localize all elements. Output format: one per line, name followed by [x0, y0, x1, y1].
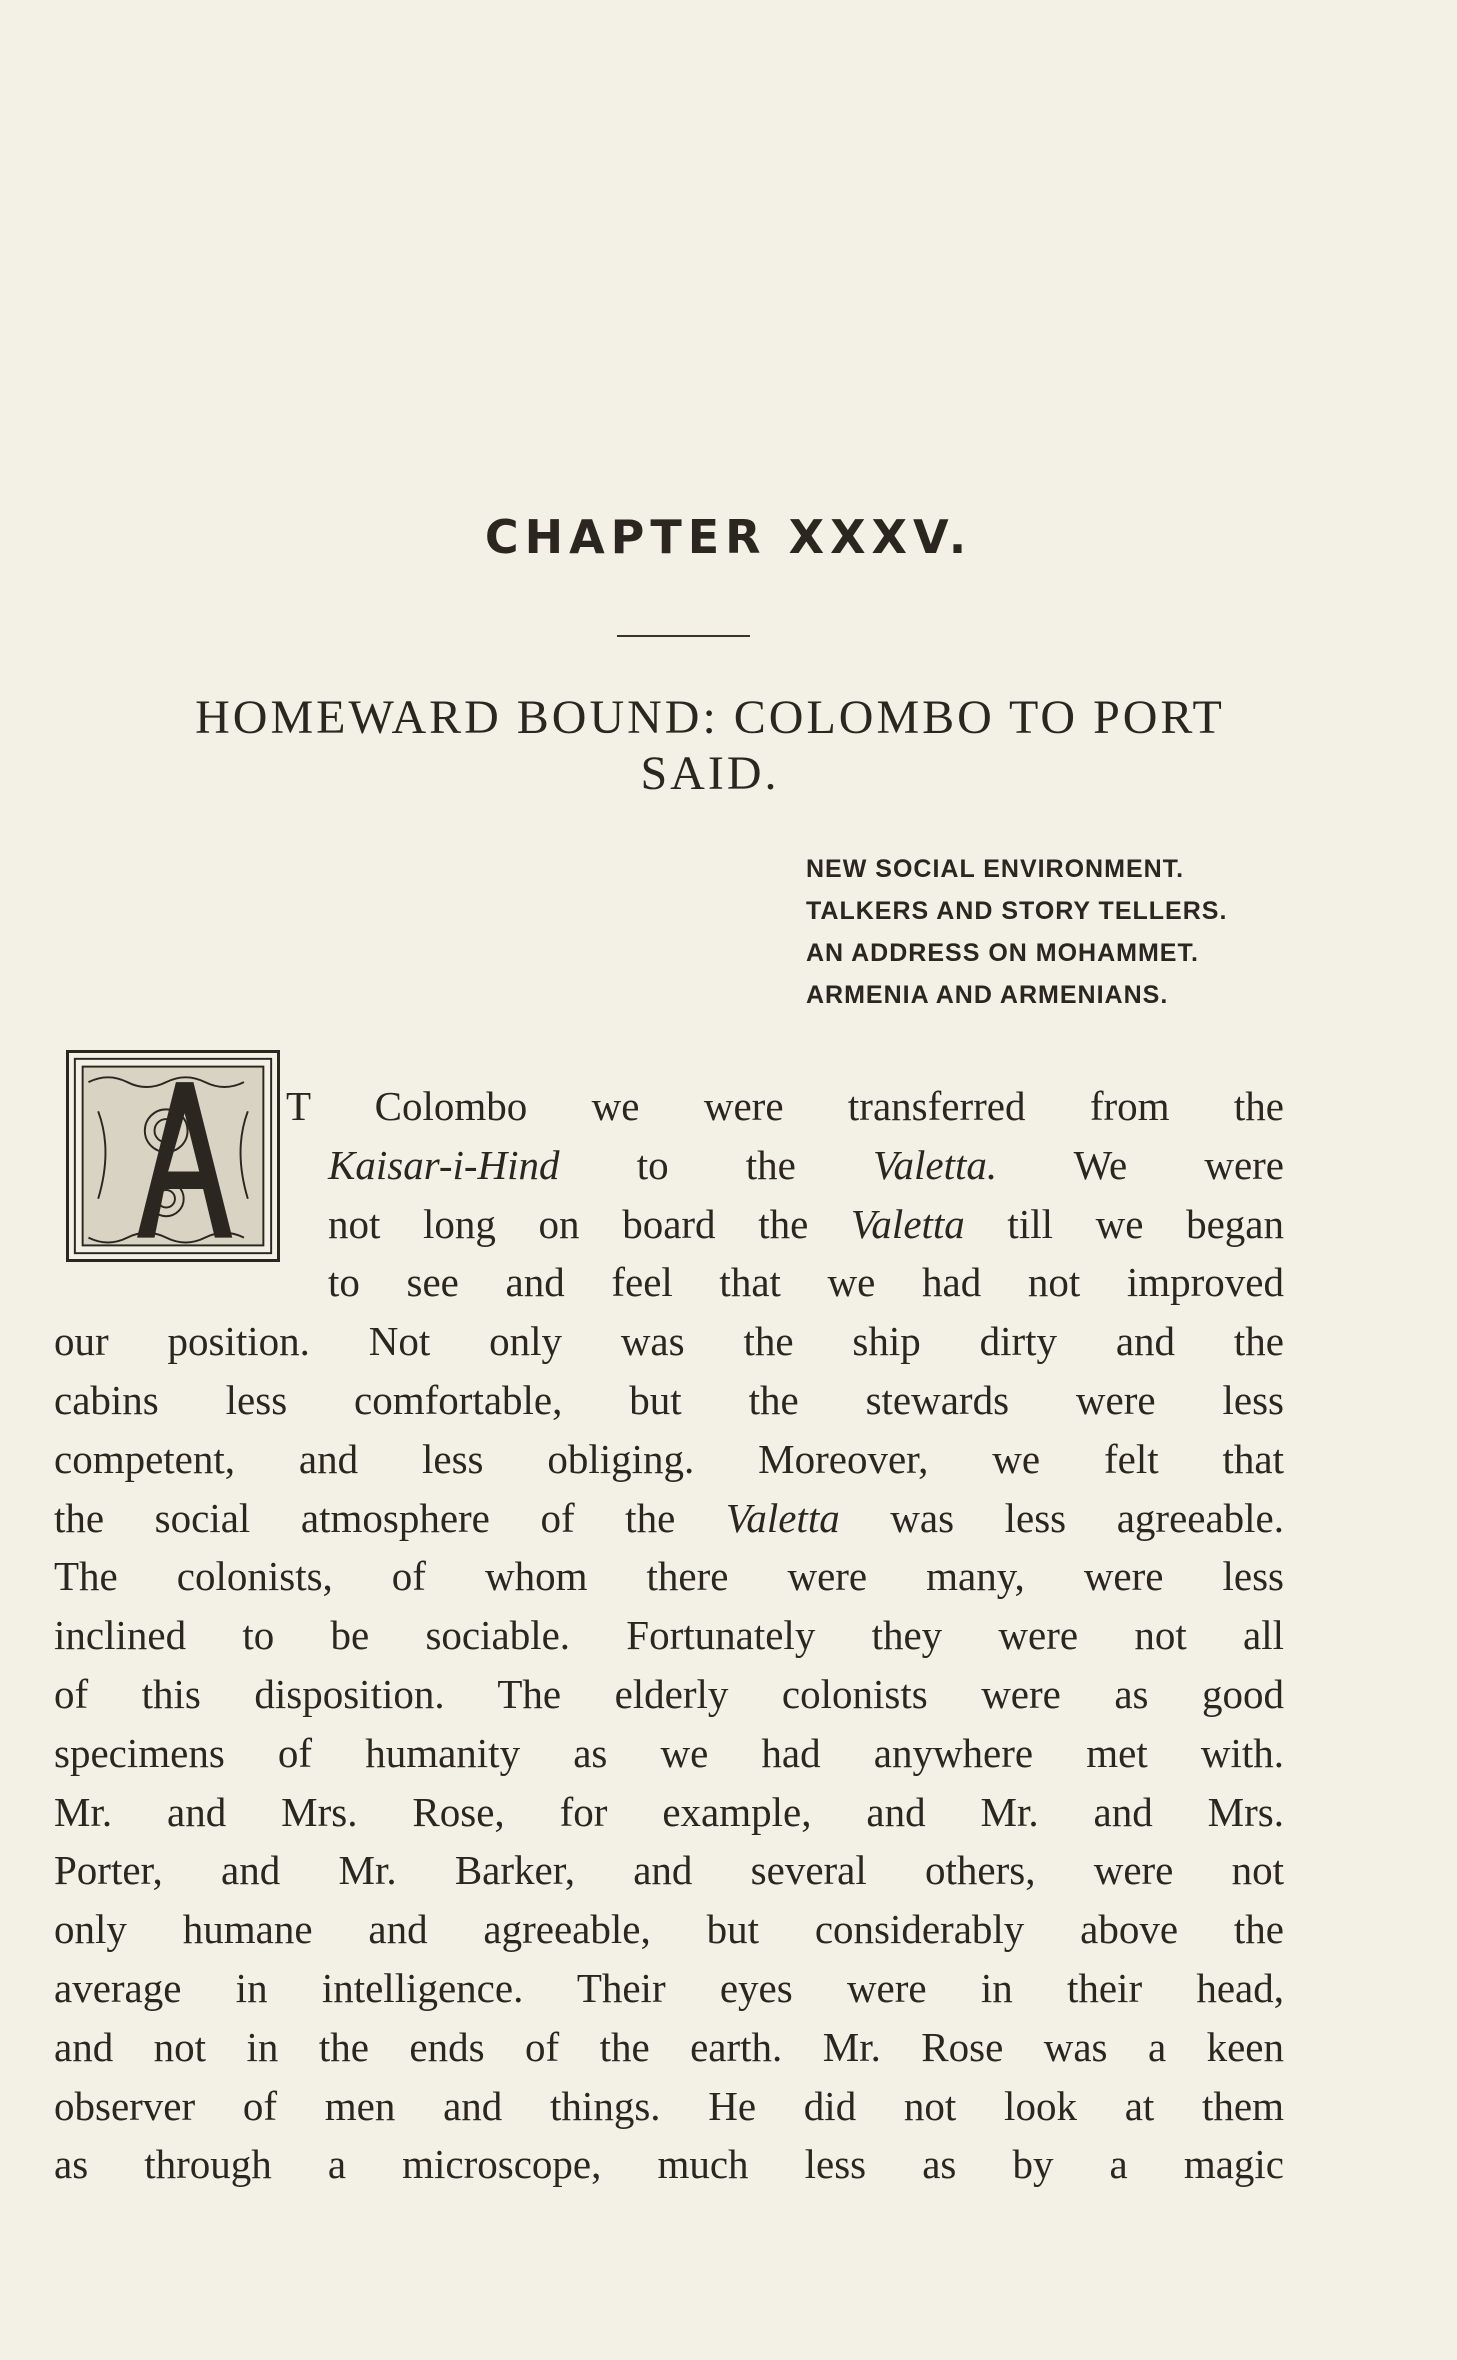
text-line	[54, 1489, 1284, 1548]
text-span: to see and feel that we had not improved	[328, 1259, 1284, 1306]
text-line	[54, 1606, 1284, 1665]
text-line	[54, 1547, 1284, 1606]
text-line	[54, 1724, 1284, 1783]
text-line	[54, 1371, 1284, 1430]
text-line	[54, 2018, 1284, 2077]
body-text	[54, 1077, 1284, 2194]
synopsis-item: TALKERS AND STORY TELLERS.	[806, 897, 1228, 925]
text-line	[54, 1900, 1284, 1959]
synopsis-item: AN ADDRESS ON MOHAMMET.	[806, 939, 1199, 967]
text-span: till we began	[964, 1200, 1284, 1247]
text-span: of this disposition. The elderly colonists were as good	[54, 1670, 1284, 1717]
text-span: only humane and agreeable, but considerably above the	[54, 1906, 1284, 1953]
text-span: not long on board the	[328, 1200, 851, 1247]
text-span: cabins less comfortable, but the stewards were less	[54, 1376, 1284, 1423]
text-line	[54, 1136, 1284, 1195]
text-span: to the	[559, 1141, 874, 1188]
text-span: inclined to be sociable. Fortunately they were not all	[54, 1612, 1284, 1659]
text-line	[54, 1195, 1284, 1254]
text-line	[54, 1783, 1284, 1842]
text-span: the social atmosphere of the	[54, 1494, 726, 1541]
text-span: We were	[997, 1141, 1285, 1188]
chapter-synopsis	[806, 848, 1227, 1016]
text-span: The colonists, of whom there were many, were less	[54, 1553, 1284, 1600]
text-span: Porter, and Mr. Barker, and several others, were not	[54, 1847, 1284, 1894]
synopsis-item: NEW SOCIAL ENVIRONMENT.	[806, 855, 1185, 883]
text-line	[54, 1430, 1284, 1489]
italic-text: Valetta	[725, 1494, 840, 1541]
synopsis-item: ARMENIA AND ARMENIANS.	[806, 981, 1169, 1009]
text-line	[54, 2135, 1284, 2194]
italic-text: Valetta.	[873, 1141, 998, 1188]
chapter-heading: CHAPTER XXXV.	[484, 510, 973, 564]
text-span: was less agreeable.	[839, 1494, 1284, 1541]
text-span: Mr. and Mrs. Rose, for example, and Mr. and Mrs.	[54, 1788, 1284, 1835]
italic-text: Valetta	[850, 1200, 965, 1247]
text-span: average in intelligence. Their eyes were in their head,	[54, 1964, 1284, 2011]
italic-text: Kaisar-i-Hind	[328, 1141, 560, 1188]
text-line	[54, 1959, 1284, 2018]
text-line	[54, 1253, 1284, 1312]
text-span: observer of men and things. He did not look at them	[54, 2082, 1284, 2129]
text-span: and not in the ends of the earth. Mr. Rose was a keen	[54, 2023, 1284, 2070]
title-divider	[617, 635, 750, 637]
text-span: our position. Not only was the ship dirty and the	[54, 1318, 1284, 1365]
text-span: as through a microscope, much less as by a magic	[54, 2141, 1284, 2188]
text-span: T Colombo we were transferred from the	[286, 1083, 1284, 1129]
text-line	[54, 1841, 1284, 1900]
text-line	[54, 2077, 1284, 2136]
chapter-title: HOMEWARD BOUND: COLOMBO TO PORT SAID.	[195, 691, 1225, 801]
text-span: competent, and less obliging. Moreover, we felt that	[54, 1435, 1284, 1482]
text-line	[54, 1665, 1284, 1724]
text-line	[54, 1312, 1284, 1371]
text-line	[54, 1077, 1284, 1136]
text-span: specimens of humanity as we had anywhere met with.	[54, 1729, 1284, 1776]
